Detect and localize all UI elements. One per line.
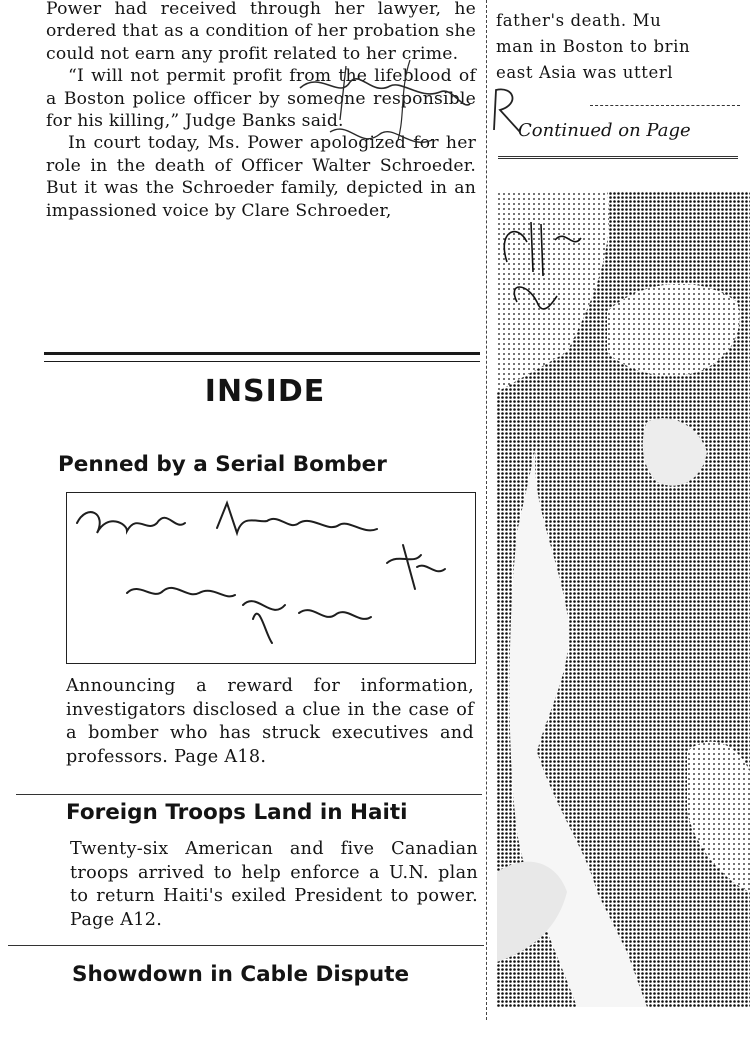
photo-image bbox=[497, 192, 750, 1007]
handwritten-initial bbox=[484, 80, 544, 150]
handwritten-note-box bbox=[66, 492, 476, 664]
article-paragraph: In court today, Ms. Power apologized for her role in the death of Officer Walter Schroeder. But it was the Schroeder family, depicted in an impassioned voice by Clare Schroeder, bbox=[46, 133, 476, 221]
headline-serial-bomber: Penned by a Serial Bomber bbox=[58, 452, 387, 477]
note-line bbox=[67, 493, 68, 494]
article-paragraph: “I will not permit profit from the lifeblood of a Boston police officer by someone responsible for his killing,” Judge Banks said. bbox=[46, 66, 476, 132]
news-photo bbox=[497, 192, 750, 1007]
section-divider bbox=[44, 352, 480, 362]
thin-divider bbox=[16, 794, 482, 795]
thin-divider bbox=[8, 945, 484, 946]
blurb-serial-bomber: Announcing a reward for information, investigators disclosed a clue in the case of a bomber who has struck executives and professors. Page A18. bbox=[66, 676, 474, 767]
right-article-line: east Asia was utterl bbox=[496, 63, 674, 82]
thin-divider bbox=[498, 156, 738, 159]
continued-on-page: Continued on Page bbox=[518, 120, 691, 141]
right-article-line: man in Boston to brin bbox=[496, 37, 691, 56]
thin-divider bbox=[590, 105, 740, 106]
inside-heading: INSIDE bbox=[204, 374, 326, 409]
article-paragraph: Power had received through her lawyer, he ordered that as a condition of her probation she could not earn any profit related to her crime. bbox=[46, 0, 476, 64]
handwritten-note-strokes bbox=[67, 493, 475, 663]
headline-haiti: Foreign Troops Land in Haiti bbox=[66, 800, 408, 825]
right-article-line: father's death. Mu bbox=[496, 11, 662, 30]
blurb-haiti: Twenty-six American and five Canadian troops arrived to help enforce a U.N. plan to return Haiti's exiled President to power. Page A12. bbox=[70, 839, 478, 930]
handwritten-scrawl-overlay bbox=[0, 0, 480, 200]
headline-cable-dispute: Showdown in Cable Dispute bbox=[72, 962, 410, 987]
handwritten-note-text bbox=[67, 493, 68, 494]
column-divider bbox=[486, 0, 487, 1020]
